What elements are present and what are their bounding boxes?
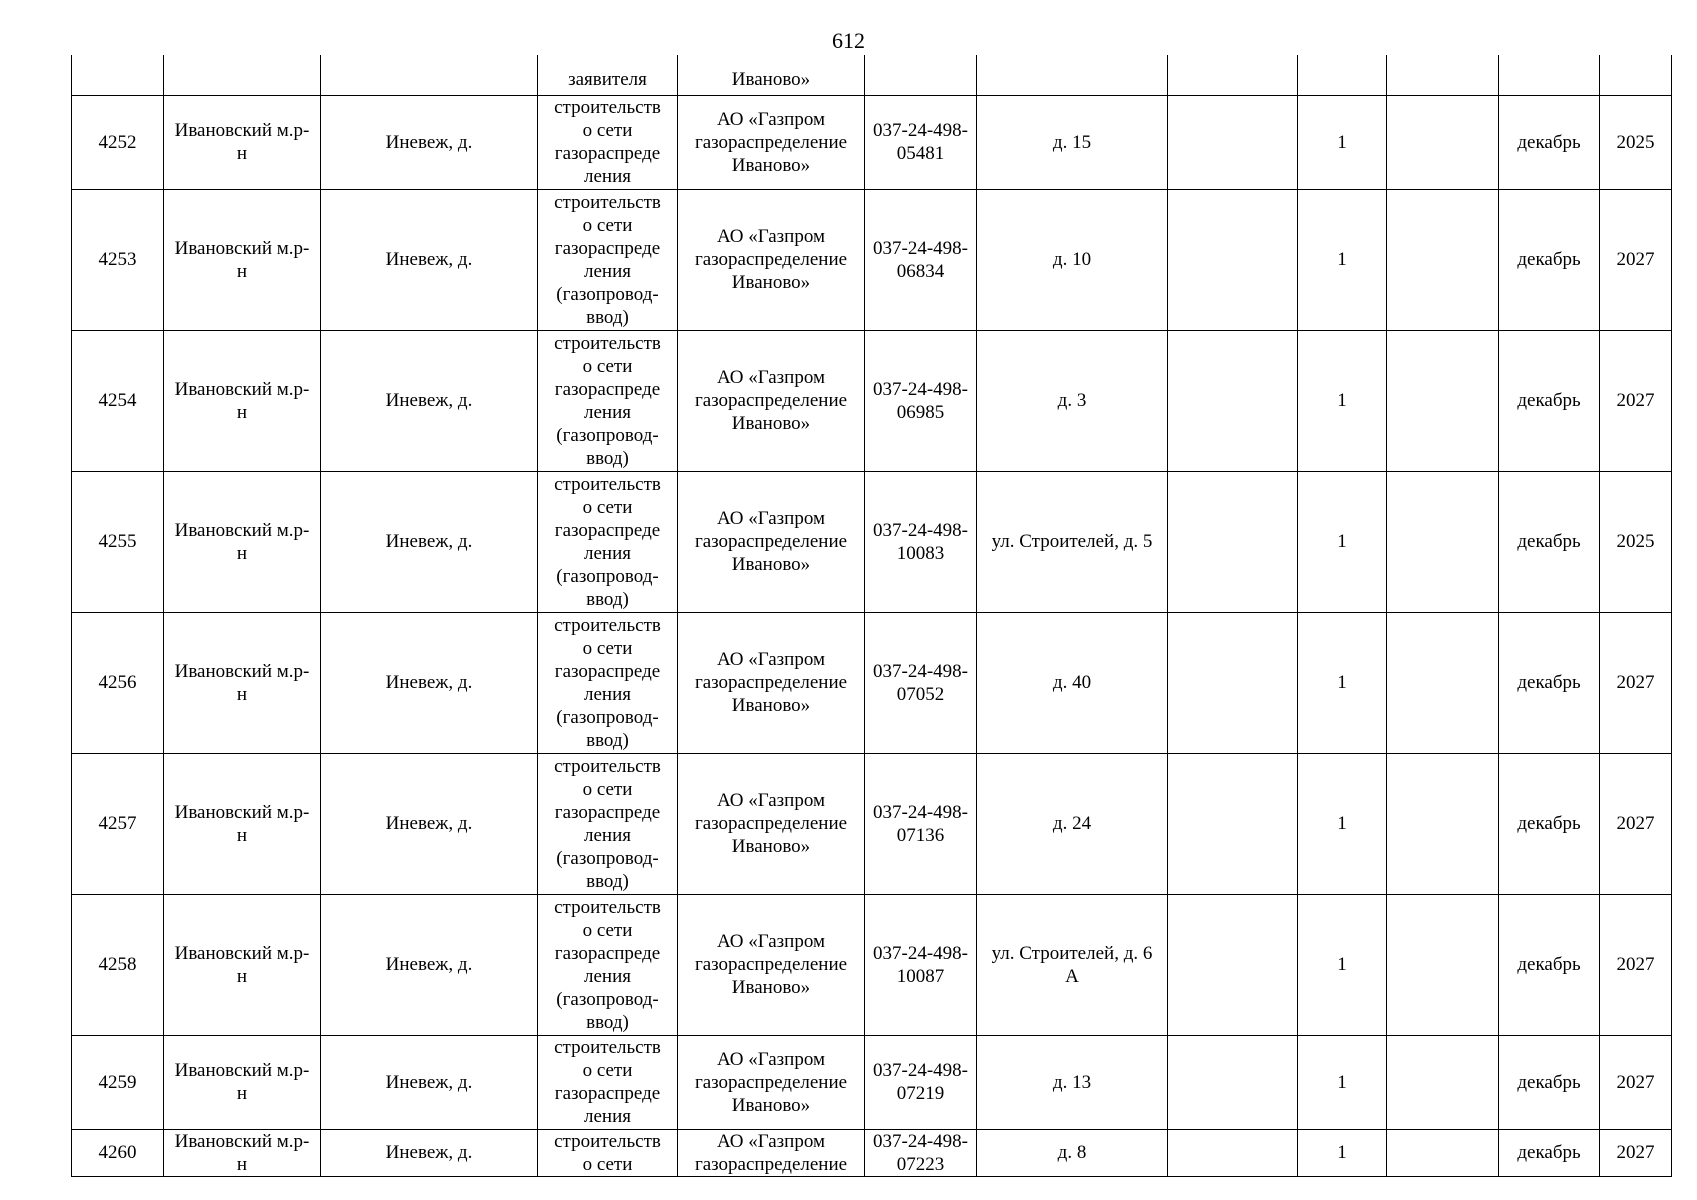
- cell-month: декабрь: [1499, 189, 1600, 330]
- cell-operator: АО «Газпром газораспределение: [678, 1129, 865, 1176]
- cell-kind: строительств о сети: [538, 1129, 678, 1176]
- cell-address: д. 24: [977, 753, 1168, 894]
- cell-address: д. 8: [977, 1129, 1168, 1176]
- table-row: [72, 330, 1672, 471]
- cell-operator: АО «Газпром газораспределение Иваново»: [678, 189, 865, 330]
- cell-district: Ивановский м.р-н: [164, 1129, 321, 1176]
- cell-num: 4252: [72, 95, 164, 189]
- cell-locality: [321, 55, 538, 95]
- cell-locality: Иневеж, д.: [321, 753, 538, 894]
- cell-locality: Иневеж, д.: [321, 1035, 538, 1129]
- cell-address: д. 10: [977, 189, 1168, 330]
- cell-num: [72, 55, 164, 95]
- cell-code: 037-24-498-10083: [865, 471, 977, 612]
- cell-qty: [1298, 55, 1387, 95]
- cell-code: 037-24-498-06834: [865, 189, 977, 330]
- cell-qty: 1: [1298, 894, 1387, 1035]
- cell-kind: строительств о сети газораспреде ления (газопровод- ввод): [538, 612, 678, 753]
- cell-kind: строительств о сети газораспреде ления (газопровод- ввод): [538, 330, 678, 471]
- cell-qty: 1: [1298, 189, 1387, 330]
- cell-locality: Иневеж, д.: [321, 612, 538, 753]
- cell-kind: строительств о сети газораспреде ления (газопровод- ввод): [538, 894, 678, 1035]
- cell-year: [1600, 55, 1672, 95]
- cell-num: 4258: [72, 894, 164, 1035]
- cell-district: Ивановский м.р-н: [164, 894, 321, 1035]
- cell-year: 2027: [1600, 612, 1672, 753]
- cell-qty: 1: [1298, 1035, 1387, 1129]
- cell-num: 4256: [72, 612, 164, 753]
- cell-year: 2027: [1600, 894, 1672, 1035]
- cell-qty: 1: [1298, 330, 1387, 471]
- cell-code: 037-24-498-10087: [865, 894, 977, 1035]
- cell-operator: АО «Газпром газораспределение Иваново»: [678, 753, 865, 894]
- cell-year: 2025: [1600, 95, 1672, 189]
- cell-num: 4259: [72, 1035, 164, 1129]
- cell-locality: Иневеж, д.: [321, 894, 538, 1035]
- cell-empty: [1387, 189, 1499, 330]
- cell-locality: Иневеж, д.: [321, 95, 538, 189]
- continuation-row: [72, 55, 1672, 95]
- cell-empty: [1387, 1129, 1499, 1176]
- cell-num: 4254: [72, 330, 164, 471]
- cell-locality: Иневеж, д.: [321, 471, 538, 612]
- cell-code: 037-24-498-07052: [865, 612, 977, 753]
- cell-address: д. 15: [977, 95, 1168, 189]
- cell-district: [164, 55, 321, 95]
- table-row: [72, 1129, 1672, 1176]
- cell-locality: Иневеж, д.: [321, 189, 538, 330]
- cell-empty: [1168, 330, 1298, 471]
- cell-empty: [1387, 894, 1499, 1035]
- cell-operator: АО «Газпром газораспределение Иваново»: [678, 471, 865, 612]
- cell-empty: [1168, 894, 1298, 1035]
- cell-district: Ивановский м.р-н: [164, 612, 321, 753]
- cell-year: 2025: [1600, 471, 1672, 612]
- cell-month: декабрь: [1499, 1035, 1600, 1129]
- cell-district: Ивановский м.р-н: [164, 753, 321, 894]
- cell-empty: [1387, 95, 1499, 189]
- cell-operator: АО «Газпром газораспределение Иваново»: [678, 894, 865, 1035]
- table-row: [72, 1035, 1672, 1129]
- cell-empty: [1387, 55, 1499, 95]
- cell-locality: Иневеж, д.: [321, 1129, 538, 1176]
- cell-address: [977, 55, 1168, 95]
- cell-code: 037-24-498-07223: [865, 1129, 977, 1176]
- cell-empty: [1387, 612, 1499, 753]
- cell-address: д. 40: [977, 612, 1168, 753]
- cell-qty: 1: [1298, 95, 1387, 189]
- cell-kind: строительств о сети газораспреде ления (газопровод- ввод): [538, 471, 678, 612]
- cell-address: д. 3: [977, 330, 1168, 471]
- cell-num: 4257: [72, 753, 164, 894]
- cell-month: декабрь: [1499, 612, 1600, 753]
- cell-empty: [1168, 1035, 1298, 1129]
- cell-qty: 1: [1298, 1129, 1387, 1176]
- cell-operator: АО «Газпром газораспределение Иваново»: [678, 612, 865, 753]
- cell-qty: 1: [1298, 471, 1387, 612]
- cell-month: декабрь: [1499, 471, 1600, 612]
- cell-num: 4255: [72, 471, 164, 612]
- cell-kind: строительств о сети газораспреде ления (газопровод- ввод): [538, 753, 678, 894]
- cell-year: 2027: [1600, 330, 1672, 471]
- cell-empty: [1387, 471, 1499, 612]
- cell-district: Ивановский м.р-н: [164, 330, 321, 471]
- cell-kind: заявителя: [538, 55, 678, 95]
- cell-kind: строительств о сети газораспреде ления (газопровод- ввод): [538, 189, 678, 330]
- cell-month: декабрь: [1499, 95, 1600, 189]
- cell-locality: Иневеж, д.: [321, 330, 538, 471]
- cell-year: 2027: [1600, 189, 1672, 330]
- cell-kind: строительств о сети газораспреде ления: [538, 1035, 678, 1129]
- table-row: [72, 189, 1672, 330]
- cell-code: 037-24-498-05481: [865, 95, 977, 189]
- table-row: [72, 95, 1672, 189]
- cell-month: [1499, 55, 1600, 95]
- table-row: [72, 471, 1672, 612]
- cell-empty: [1168, 471, 1298, 612]
- table-row: [72, 894, 1672, 1035]
- cell-year: 2027: [1600, 1129, 1672, 1176]
- cell-code: [865, 55, 977, 95]
- cell-empty: [1387, 1035, 1499, 1129]
- cell-qty: 1: [1298, 753, 1387, 894]
- cell-month: декабрь: [1499, 753, 1600, 894]
- cell-district: Ивановский м.р-н: [164, 95, 321, 189]
- cell-empty: [1387, 753, 1499, 894]
- cell-qty: 1: [1298, 612, 1387, 753]
- cell-kind: строительств о сети газораспреде ления: [538, 95, 678, 189]
- table-row: [72, 612, 1672, 753]
- cell-empty: [1168, 612, 1298, 753]
- cell-district: Ивановский м.р-н: [164, 1035, 321, 1129]
- cell-empty: [1168, 1129, 1298, 1176]
- cell-empty: [1168, 95, 1298, 189]
- cell-address: ул. Строителей, д. 5: [977, 471, 1168, 612]
- cell-month: декабрь: [1499, 1129, 1600, 1176]
- cell-num: 4260: [72, 1129, 164, 1176]
- cell-num: 4253: [72, 189, 164, 330]
- cell-operator: АО «Газпром газораспределение Иваново»: [678, 1035, 865, 1129]
- cell-operator: АО «Газпром газораспределение Иваново»: [678, 95, 865, 189]
- cell-empty: [1168, 189, 1298, 330]
- registry-table: [71, 55, 1672, 1177]
- page-number: 612: [832, 28, 865, 53]
- cell-address: д. 13: [977, 1035, 1168, 1129]
- cell-empty: [1168, 55, 1298, 95]
- cell-year: 2027: [1600, 1035, 1672, 1129]
- cell-code: 037-24-498-06985: [865, 330, 977, 471]
- table-row: [72, 753, 1672, 894]
- cell-operator: Иваново»: [678, 55, 865, 95]
- cell-code: 037-24-498-07219: [865, 1035, 977, 1129]
- cell-district: Ивановский м.р-н: [164, 471, 321, 612]
- cell-district: Ивановский м.р-н: [164, 189, 321, 330]
- cell-month: декабрь: [1499, 894, 1600, 1035]
- cell-empty: [1387, 330, 1499, 471]
- cell-operator: АО «Газпром газораспределение Иваново»: [678, 330, 865, 471]
- cell-address: ул. Строителей, д. 6 А: [977, 894, 1168, 1035]
- cell-code: 037-24-498-07136: [865, 753, 977, 894]
- cell-month: декабрь: [1499, 330, 1600, 471]
- cell-empty: [1168, 753, 1298, 894]
- cell-year: 2027: [1600, 753, 1672, 894]
